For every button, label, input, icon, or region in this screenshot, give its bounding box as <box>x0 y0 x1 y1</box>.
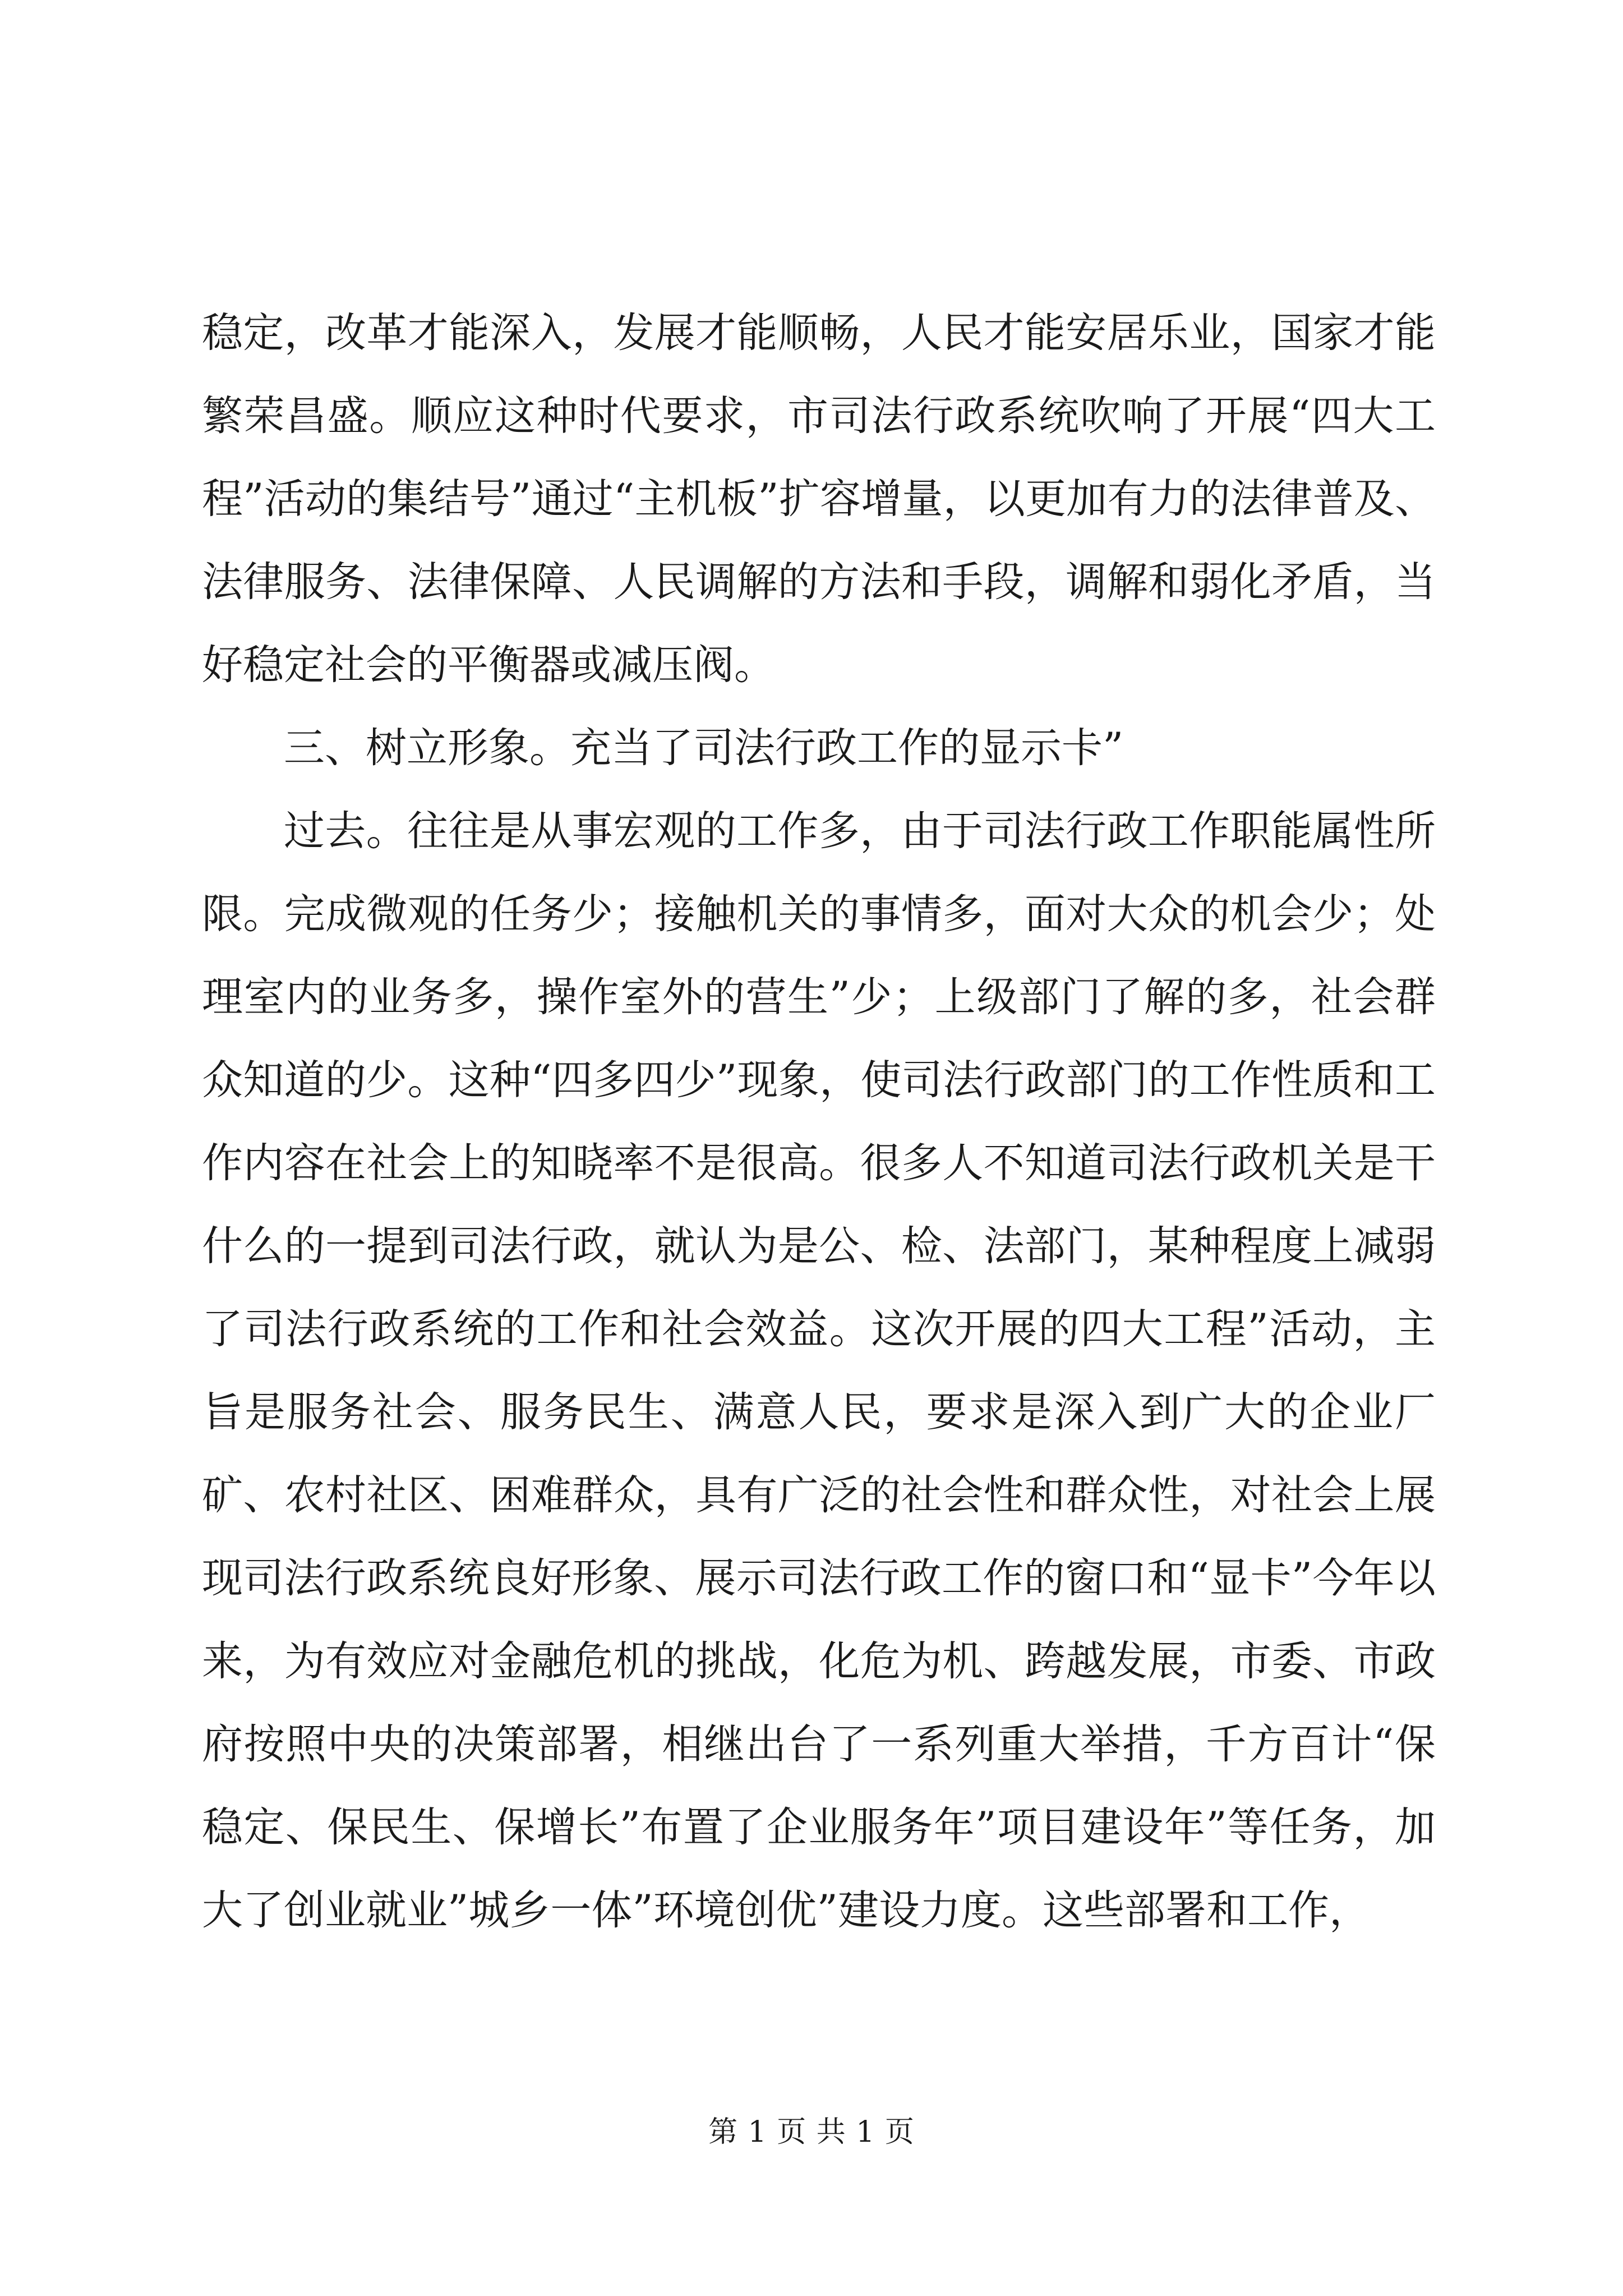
paragraph-past: 过去。往往是从事宏观的工作多，由于司法行政工作职能属性所限。完成微观的任务少；接触机关的事情多，面对大众的机会少；处理室内的业务多，操作室外的营生”少；上级部门了解的多，社会群众知道的少。这种“四多四少”现象，使司法行政部门的工作性质和工作内容在社会上的知晓率不是很高。很多人不知道司法行政机关是干什么的一提到司法行政，就认为是公、检、法部门，某种程度上减弱了司法行政系统的工作和社会效益。这次开展的四大工程”活动，主旨是服务社会、服务民生、满意人民，要求是深入到广大的企业厂矿、农村社区、困难群众，具有广泛的社会性和群众性，对社会上展现司法行政系统良好形象、展示司法行政工作的窗口和“显卡”今年以来，为有效应对金融危机的挑战，化危为机、跨越发展，市委、市政府按照中央的决策部署，相继出台了一系列重大举措，千方百计“保稳定、保民生、保增长”布置了企业服务年”项目建设年”等任务，加大了创业就业”城乡一体”环境创优”建设力度。这些部署和工作， <box>202 807 1436 1934</box>
document-body <box>202 292 1436 1952</box>
section-heading-image: 三、树立形象。充当了司法行政工作的显示卡” <box>284 724 1124 772</box>
page-number-footer: 第 1 页 共 1 页 <box>708 2115 915 2149</box>
paragraph-stability: 稳定，改革才能深入，发展才能顺畅，人民才能安居乐业，国家才能繁荣昌盛。顺应这种时代要求，市司法行政系统吹响了开展“四大工程”活动的集结号”通过“主机板”扩容增量，以更加有力的法律普及、法律服务、法律保障、人民调解的方法和手段，调解和弱化矛盾，当好稳定社会的平衡器或减压阀。 <box>202 309 1436 689</box>
